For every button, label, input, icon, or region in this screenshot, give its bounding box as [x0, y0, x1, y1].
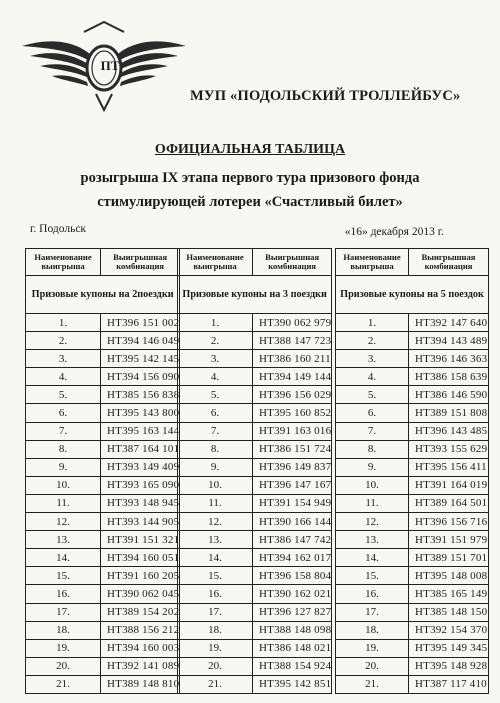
- table-row: [178, 657, 332, 675]
- prize-group-label: Призовые купоны на 5 поездок: [336, 276, 489, 314]
- row-number: 3.: [336, 350, 409, 368]
- date-label: «16» декабря 2013 г.: [344, 226, 444, 238]
- table-row: [26, 368, 180, 386]
- winning-code: НТ390 062 979: [253, 314, 332, 332]
- logo-lettering: ПТ: [100, 58, 120, 73]
- row-number: 3.: [26, 350, 101, 368]
- winning-code: НТ396 127 827: [253, 603, 332, 621]
- winning-code: НТ387 117 410: [409, 675, 489, 693]
- winning-code: НТ396 156 716: [409, 513, 489, 531]
- table-row: [178, 440, 332, 458]
- table-row: [178, 332, 332, 350]
- row-number: 13.: [26, 531, 101, 549]
- row-number: 17.: [336, 603, 409, 621]
- table-row: [178, 422, 332, 440]
- prize-group-label: Призовые купоны на 3 поездки: [178, 276, 332, 314]
- row-number: 14.: [178, 549, 253, 567]
- row-number: 5.: [178, 386, 253, 404]
- table-row: [26, 657, 180, 675]
- winning-code: НТ396 151 002: [101, 314, 180, 332]
- winning-code: НТ388 154 924: [253, 657, 332, 675]
- table-row: [178, 404, 332, 422]
- table-row: [178, 549, 332, 567]
- winning-code: НТ389 148 810: [101, 675, 180, 693]
- winning-code: НТ395 156 411: [409, 458, 489, 476]
- winning-code: НТ396 149 837: [253, 458, 332, 476]
- row-number: 16.: [26, 585, 101, 603]
- table-row: [178, 368, 332, 386]
- winning-code: НТ394 160 003: [101, 639, 180, 657]
- table-row: [26, 549, 180, 567]
- table-row: [26, 513, 180, 531]
- row-number: 15.: [178, 567, 253, 585]
- table-row: [26, 422, 180, 440]
- winning-code: НТ393 149 409: [101, 458, 180, 476]
- winning-code: НТ387 164 101: [101, 440, 180, 458]
- winning-code: НТ395 148 008: [409, 567, 489, 585]
- row-number: 21.: [336, 675, 409, 693]
- winning-code: НТ390 162 021: [253, 585, 332, 603]
- winning-code: НТ396 158 804: [253, 567, 332, 585]
- row-number: 17.: [26, 603, 101, 621]
- table-row: [178, 531, 332, 549]
- table-row: [336, 585, 489, 603]
- row-number: 8.: [26, 440, 101, 458]
- winning-code: НТ391 160 205: [101, 567, 180, 585]
- table-row: [26, 386, 180, 404]
- row-number: 10.: [336, 476, 409, 494]
- table-row: [26, 567, 180, 585]
- table-row: [336, 494, 489, 512]
- table-row: [178, 458, 332, 476]
- winning-code: НТ386 146 590: [409, 386, 489, 404]
- table-row: [336, 386, 489, 404]
- table-row: [336, 458, 489, 476]
- winning-code: НТ394 156 090: [101, 368, 180, 386]
- table-row: [178, 603, 332, 621]
- winning-code: НТ389 164 501: [409, 494, 489, 512]
- table-row: [26, 404, 180, 422]
- winning-code: НТ394 160 051: [101, 549, 180, 567]
- row-number: 5.: [26, 386, 101, 404]
- row-number: 10.: [26, 476, 101, 494]
- table-row: [336, 332, 489, 350]
- row-number: 20.: [336, 657, 409, 675]
- table-row: [178, 513, 332, 531]
- row-number: 18.: [178, 621, 253, 639]
- winning-code: НТ389 151 808: [409, 404, 489, 422]
- table-row: [336, 368, 489, 386]
- city-label: г. Подольск: [30, 223, 87, 235]
- winning-code: НТ385 165 149: [409, 585, 489, 603]
- row-number: 18.: [336, 621, 409, 639]
- column-header-winning-combination: Выигрышная комбинация: [409, 249, 489, 276]
- column-header-winning-combination: Выигрышная комбинация: [101, 249, 180, 276]
- table-row: [336, 657, 489, 675]
- winning-code: НТ395 148 928: [409, 657, 489, 675]
- table-row: [26, 494, 180, 512]
- column-header-prize-name: Наименование выигрыша: [26, 249, 101, 276]
- row-number: 2.: [178, 332, 253, 350]
- table-row: [336, 404, 489, 422]
- row-number: 19.: [336, 639, 409, 657]
- row-number: 12.: [26, 513, 101, 531]
- row-number: 20.: [26, 657, 101, 675]
- winning-code: НТ393 144 905: [101, 513, 180, 531]
- table-row: [336, 350, 489, 368]
- row-number: 4.: [336, 368, 409, 386]
- table-row: [336, 422, 489, 440]
- row-number: 7.: [26, 422, 101, 440]
- document-title: ОФИЦИАЛЬНАЯ ТАБЛИЦА: [154, 142, 346, 157]
- table-row: [178, 350, 332, 368]
- table-row: [26, 332, 180, 350]
- winning-code: НТ388 156 212: [101, 621, 180, 639]
- winning-code: НТ395 143 800: [101, 404, 180, 422]
- winning-code: НТ388 148 098: [253, 621, 332, 639]
- table-row: [336, 621, 489, 639]
- winning-code: НТ395 163 144: [101, 422, 180, 440]
- table-row: [336, 513, 489, 531]
- table-row: [336, 639, 489, 657]
- row-number: 17.: [178, 603, 253, 621]
- winning-code: НТ395 149 345: [409, 639, 489, 657]
- organization-name: МУП «ПОДОЛЬСКИЙ ТРОЛЛЕЙБУС»: [190, 88, 461, 104]
- row-number: 8.: [336, 440, 409, 458]
- document-subtitle-line-2: стимулирующей лотереи «Счастливый билет»: [97, 194, 403, 210]
- winning-code: НТ391 164 019: [409, 476, 489, 494]
- table-row: [178, 314, 332, 332]
- row-number: 9.: [336, 458, 409, 476]
- document-subtitle-line-1: розыгрыша IX этапа первого тура призового фонда: [80, 170, 420, 186]
- winning-code: НТ390 062 045: [101, 585, 180, 603]
- winning-code: НТ393 155 629: [409, 440, 489, 458]
- row-number: 4.: [178, 368, 253, 386]
- winning-code: НТ392 141 089: [101, 657, 180, 675]
- row-number: 7.: [178, 422, 253, 440]
- table-row: [26, 350, 180, 368]
- row-number: 12.: [178, 513, 253, 531]
- winning-code: НТ391 163 016: [253, 422, 332, 440]
- row-number: 20.: [178, 657, 253, 675]
- winning-code: НТ385 148 150: [409, 603, 489, 621]
- winning-code: НТ385 156 838: [101, 386, 180, 404]
- column-header-prize-name: Наименование выигрыша: [178, 249, 253, 276]
- row-number: 16.: [178, 585, 253, 603]
- row-number: 11.: [178, 494, 253, 512]
- table-row: [178, 585, 332, 603]
- row-number: 4.: [26, 368, 101, 386]
- table-row: [26, 531, 180, 549]
- row-number: 14.: [26, 549, 101, 567]
- prize-table-2-trips: [25, 248, 180, 694]
- winning-code: НТ392 147 640: [409, 314, 489, 332]
- table-row: [26, 458, 180, 476]
- row-number: 8.: [178, 440, 253, 458]
- table-row: [178, 386, 332, 404]
- row-number: 1.: [336, 314, 409, 332]
- table-row: [178, 567, 332, 585]
- winning-code: НТ389 151 701: [409, 549, 489, 567]
- column-header-winning-combination: Выигрышная комбинация: [253, 249, 332, 276]
- winning-code: НТ390 166 144: [253, 513, 332, 531]
- table-row: [336, 603, 489, 621]
- row-number: 13.: [178, 531, 253, 549]
- row-number: 15.: [336, 567, 409, 585]
- winning-code: НТ393 165 090: [101, 476, 180, 494]
- table-row: [26, 621, 180, 639]
- row-number: 6.: [336, 404, 409, 422]
- row-number: 7.: [336, 422, 409, 440]
- winning-code: НТ395 142 145: [101, 350, 180, 368]
- table-row: [26, 603, 180, 621]
- row-number: 6.: [26, 404, 101, 422]
- row-number: 14.: [336, 549, 409, 567]
- winning-code: НТ386 158 639: [409, 368, 489, 386]
- winning-code: НТ394 149 144: [253, 368, 332, 386]
- winning-code: НТ393 148 945: [101, 494, 180, 512]
- table-row: [26, 440, 180, 458]
- table-row: [336, 531, 489, 549]
- table-row: [26, 639, 180, 657]
- winning-code: НТ386 148 021: [253, 639, 332, 657]
- prize-table-5-trips: [335, 248, 489, 694]
- row-number: 16.: [336, 585, 409, 603]
- row-number: 19.: [178, 639, 253, 657]
- table-row: [26, 585, 180, 603]
- row-number: 18.: [26, 621, 101, 639]
- table-row: [26, 675, 180, 693]
- table-row: [26, 314, 180, 332]
- prize-group-label: Призовые купоны на 2поездки: [26, 276, 180, 314]
- row-number: 11.: [336, 494, 409, 512]
- table-row: [178, 494, 332, 512]
- winning-code: НТ395 160 852: [253, 404, 332, 422]
- column-header-prize-name: Наименование выигрыша: [336, 249, 409, 276]
- winning-code: НТ386 160 211: [253, 350, 332, 368]
- winning-code: НТ391 151 321: [101, 531, 180, 549]
- row-number: 3.: [178, 350, 253, 368]
- row-number: 9.: [26, 458, 101, 476]
- table-row: [336, 567, 489, 585]
- winning-code: НТ388 147 723: [253, 332, 332, 350]
- table-row: [26, 476, 180, 494]
- table-row: [336, 440, 489, 458]
- prize-table-3-trips: [177, 248, 332, 694]
- winning-code: НТ396 146 363: [409, 350, 489, 368]
- winning-code: НТ395 142 851: [253, 675, 332, 693]
- table-row: [178, 639, 332, 657]
- winning-code: НТ392 154 370: [409, 621, 489, 639]
- table-row: [336, 476, 489, 494]
- row-number: 9.: [178, 458, 253, 476]
- winning-code: НТ394 143 489: [409, 332, 489, 350]
- winning-code: НТ389 154 202: [101, 603, 180, 621]
- table-row: [178, 675, 332, 693]
- winning-code: НТ394 162 017: [253, 549, 332, 567]
- winning-code: НТ396 147 167: [253, 476, 332, 494]
- winning-code: НТ386 151 724: [253, 440, 332, 458]
- row-number: 12.: [336, 513, 409, 531]
- row-number: 15.: [26, 567, 101, 585]
- winning-code: НТ391 154 949: [253, 494, 332, 512]
- winning-code: НТ394 146 049: [101, 332, 180, 350]
- row-number: 10.: [178, 476, 253, 494]
- row-number: 11.: [26, 494, 101, 512]
- table-row: [336, 549, 489, 567]
- table-row: [336, 675, 489, 693]
- row-number: 6.: [178, 404, 253, 422]
- row-number: 13.: [336, 531, 409, 549]
- row-number: 21.: [26, 675, 101, 693]
- winning-code: НТ391 151 979: [409, 531, 489, 549]
- table-row: [336, 314, 489, 332]
- row-number: 21.: [178, 675, 253, 693]
- row-number: 5.: [336, 386, 409, 404]
- row-number: 1.: [26, 314, 101, 332]
- winning-code: НТ396 143 485: [409, 422, 489, 440]
- table-row: [178, 476, 332, 494]
- table-row: [178, 621, 332, 639]
- row-number: 2.: [26, 332, 101, 350]
- row-number: 2.: [336, 332, 409, 350]
- row-number: 1.: [178, 314, 253, 332]
- row-number: 19.: [26, 639, 101, 657]
- winning-code: НТ396 156 029: [253, 386, 332, 404]
- winning-code: НТ386 147 742: [253, 531, 332, 549]
